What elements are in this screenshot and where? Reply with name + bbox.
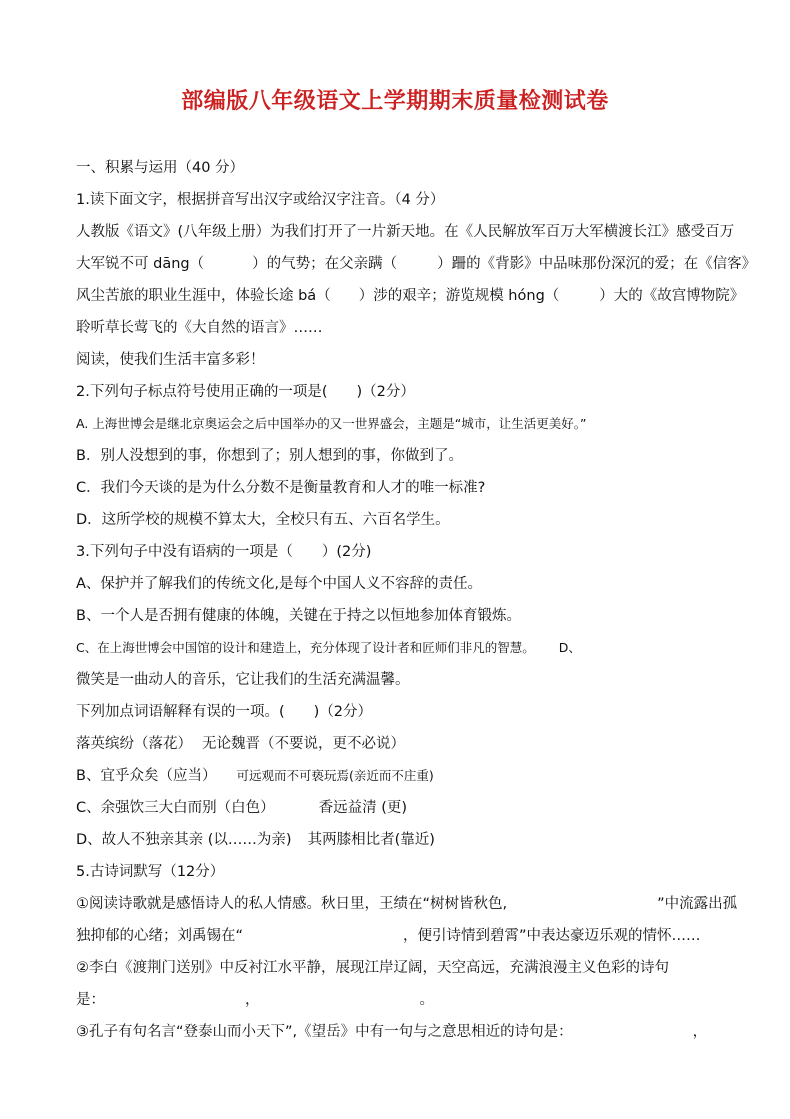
text-segment: 香远益清 (更) bbox=[318, 800, 408, 816]
text-segment: ， bbox=[245, 992, 260, 1008]
text-segment: C、在上海世博会中国馆的设计和建造上，充分体现了设计者和匠师们非凡的智慧。 bbox=[76, 640, 535, 655]
text-segment: B、宜乎众矣（应当） bbox=[76, 768, 217, 784]
text-segment: 其两膝相比者(靠近) bbox=[307, 832, 435, 848]
text-segment: ）大的《故宫博物院》 bbox=[599, 288, 745, 304]
question-1-stem: 1.读下面文字，根据拼音写出汉字或给汉字注音。（4 分） bbox=[76, 192, 445, 208]
question-4-option-d bbox=[76, 830, 435, 850]
text-segment: 是： bbox=[76, 992, 105, 1008]
question-2-option-d: D．这所学校的规模不算太大，全校只有五、六百名学生。 bbox=[76, 512, 450, 528]
question-4-stem: 下列加点词语解释有误的一项。( )（2分） bbox=[76, 704, 373, 720]
text-segment: ，便引诗情到碧霄”中表达豪迈乐观的情怀…… bbox=[403, 928, 701, 944]
question-3-option-a: A、保护并了解我们的传统文化,是每个中国人义不容辞的责任。 bbox=[76, 576, 483, 592]
text-segment: ①阅读诗歌就是感悟诗人的私人情感。秋日里，王绩在“树树皆秋色, bbox=[76, 896, 508, 912]
question-2-option-a: A. 上海世博会是继北京奥运会之后中国举办的又一世界盛会，主题是“城市，让生活更美好。” bbox=[76, 416, 587, 431]
text-segment: ”中流露出孤 bbox=[657, 896, 738, 912]
question-1-text-line bbox=[76, 286, 744, 306]
question-4-option-a bbox=[76, 734, 405, 754]
text-segment: D、故人不独亲其亲 (以……为亲) bbox=[76, 832, 292, 848]
question-3-option-b: B、一个人是否拥有健康的体魄，关键在于持之以恒地参加体育锻炼。 bbox=[76, 608, 521, 624]
text-segment: ③孔子有句名言“登泰山而小天下”,《望岳》中有一句与之意思相近的诗句是： bbox=[76, 1024, 573, 1040]
question-3-option-c bbox=[76, 638, 581, 658]
text-segment: 可远观而不可亵玩焉(亲近而不庄重) bbox=[236, 768, 434, 783]
text-segment: ）涉的艰辛；游览规模 hóng（ bbox=[358, 288, 560, 304]
question-1-text-line bbox=[76, 254, 756, 274]
text-segment: 风尘苦旅的职业生涯中，体验长途 bá（ bbox=[76, 288, 331, 304]
text-segment: ， bbox=[692, 1024, 708, 1040]
text-segment: 无论魏晋（不要说，更不必说） bbox=[202, 736, 405, 752]
question-2-stem: 2.下列句子标点符号使用正确的一项是( )（2分） bbox=[76, 384, 415, 400]
question-2-option-c: C．我们今天谈的是为什么分数不是衡量教育和人才的唯一标准? bbox=[76, 480, 486, 496]
text-segment: 独抑郁的心绪；刘禹锡在“ bbox=[76, 928, 244, 944]
text-segment: ）的气势；在父亲蹒（ bbox=[252, 256, 398, 272]
question-3-option-d: 微笑是一曲动人的音乐，它让我们的生活充满温馨。 bbox=[76, 672, 410, 688]
question-5-line bbox=[76, 990, 434, 1010]
text-segment: 大军锐不可 dāng（ bbox=[76, 256, 205, 272]
question-1-text-line: 聆听草长莺飞的《大自然的语言》…… bbox=[76, 320, 323, 336]
question-4-option-b bbox=[76, 766, 434, 786]
question-2-option-b: B．别人没想到的事，你想到了；别人想到的事，你做到了。 bbox=[76, 448, 463, 464]
section-heading: 一、积累与运用（40 分） bbox=[76, 160, 245, 176]
text-segment: ）跚的《背影》中品味那份深沉的爱；在《信客》 bbox=[437, 256, 757, 272]
text-segment: 。 bbox=[419, 992, 434, 1008]
text-segment: C、余强饮三大白而别（白色） bbox=[76, 800, 275, 816]
option-label: D、 bbox=[558, 640, 581, 655]
question-1-text-line: 人教版《语文》(八年级上册）为我们打开了一片新天地。在《人民解放军百万大军横渡长江》感受百万 bbox=[76, 224, 735, 240]
question-5-line bbox=[76, 1022, 707, 1042]
question-5-line bbox=[76, 926, 701, 946]
question-5-line bbox=[76, 894, 737, 914]
question-1-text-line: 阅读，使我们生活丰富多彩！ bbox=[76, 352, 265, 368]
page-title: 部编版八年级语文上学期期末质量检测试卷 bbox=[181, 89, 609, 114]
question-5-line: ②李白《渡荆门送别》中反衬江水平静，展现江岸辽阔，天空高远，充满浪漫主义色彩的诗句 bbox=[76, 960, 669, 976]
question-4-option-c bbox=[76, 798, 407, 818]
question-5-stem: 5.古诗词默写（12分） bbox=[76, 864, 225, 880]
question-3-stem: 3.下列句子中没有语病的一项是（ ）(2分) bbox=[76, 544, 372, 560]
text-segment: 落英缤纷（落花） bbox=[76, 736, 192, 752]
